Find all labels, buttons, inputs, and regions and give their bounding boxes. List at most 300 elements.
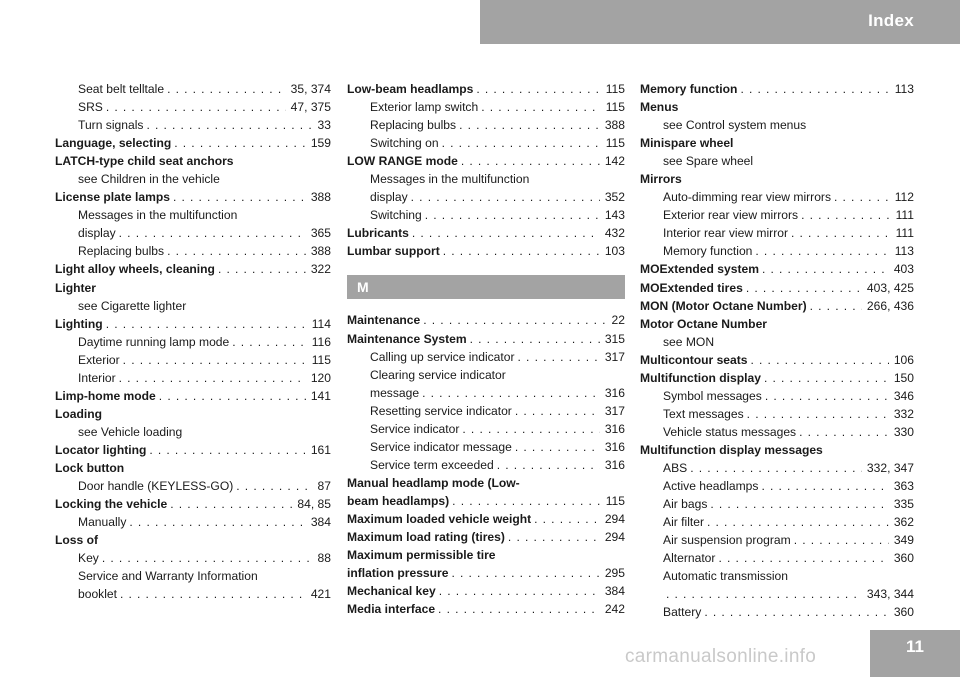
dot-leader [120,585,306,603]
dot-leader [764,369,889,387]
index-subentry[interactable] [640,585,914,603]
dot-leader [765,387,889,405]
index-entry[interactable] [347,80,625,98]
index-entry[interactable] [640,80,914,98]
entry-text: Minispare wheel [640,136,734,151]
index-entry [640,315,914,333]
dot-leader [439,582,600,600]
page-reference[interactable]: 332, 347 [866,460,914,475]
dot-leader [799,423,889,441]
dot-leader [534,510,600,528]
index-entry[interactable] [55,260,331,278]
dot-leader [106,315,307,333]
dot-leader [508,528,600,546]
page-reference[interactable]: 159 [310,136,331,151]
page-reference[interactable]: 115 [605,100,625,115]
page-reference[interactable]: 403, 425 [866,280,914,295]
index-subentry[interactable] [640,459,914,477]
entry-text: Multicontour seats [640,352,748,367]
entry-text: see Vehicle loading [78,424,183,439]
entry-text: Messages in the multifunction [78,208,238,223]
page-reference[interactable]: 322 [310,262,331,277]
entry-text: see Cigarette lighter [78,298,187,313]
page-reference[interactable]: 315 [604,331,625,346]
index-entry[interactable] [347,582,625,600]
dot-leader [794,531,889,549]
index-subentry [640,152,914,170]
index-subentry [640,333,914,351]
page-reference[interactable]: 87 [317,479,331,494]
index-subentry[interactable] [347,384,625,402]
dot-leader [218,260,306,278]
entry-text: Battery [663,605,702,620]
index-subentry[interactable] [347,348,625,366]
dot-leader [761,477,888,495]
index-subentry[interactable] [347,456,625,474]
page-reference[interactable]: 388 [310,244,331,259]
index-subentry[interactable] [640,549,914,567]
page-reference[interactable]: 103 [604,244,625,259]
entry-text: Maximum load rating (tires) [347,530,505,545]
entry-text: Maximum loaded vehicle weight [347,511,532,526]
entry-text: Maintenance System [347,331,467,346]
page-reference[interactable]: 384 [310,515,331,530]
index-entry[interactable] [347,600,625,618]
page-reference[interactable]: 432 [604,226,625,241]
dot-leader [462,420,599,438]
entry-text: Manual headlamp mode (Low- [347,475,520,490]
page-reference[interactable]: 114 [311,316,331,331]
dot-leader [718,549,888,567]
entry-text: Language, selecting [55,136,172,151]
index-subentry[interactable] [640,224,914,242]
index-entry[interactable] [347,330,625,348]
entry-text: License plate lamps [55,190,170,205]
page-reference[interactable]: 388 [310,190,331,205]
dot-leader [411,188,600,206]
entry-text: Service term exceeded [370,457,494,472]
index-subentry[interactable] [640,242,914,260]
page-reference[interactable]: 150 [893,370,914,385]
entry-text: Air suspension program [663,533,791,548]
page-reference[interactable]: 346 [893,388,914,403]
page-reference[interactable]: 106 [893,352,914,367]
entry-text: see Spare wheel [663,154,754,169]
entry-text: Calling up service indicator [370,349,515,364]
dot-leader [236,477,312,495]
index-entry[interactable] [347,152,625,170]
dot-leader [801,206,891,224]
dot-leader [762,260,889,278]
index-entry [640,98,914,116]
entry-text: Lighting [55,316,103,331]
entry-text: MON (Motor Octane Number) [640,298,807,313]
index-subentry[interactable] [640,477,914,495]
entry-text: see Children in the vehicle [78,172,220,187]
entry-text: ABS [663,460,688,475]
entry-text: Air bags [663,497,708,512]
entry-text: Manually [78,515,127,530]
entry-text: Replacing bulbs [78,244,165,259]
index-subentry[interactable] [55,116,331,134]
entry-text: Lumbar support [347,244,440,259]
dot-leader [119,224,306,242]
page-reference[interactable]: 316 [604,421,625,436]
dot-leader [170,495,292,513]
dot-leader [497,456,600,474]
dot-leader [129,513,305,531]
entry-text: Symbol messages [663,388,762,403]
index-entry[interactable] [55,387,331,405]
index-entry[interactable] [55,134,331,152]
entry-text: Mechanical key [347,584,436,599]
entry-text: Switching [370,208,422,223]
index-entry[interactable] [347,528,625,546]
entry-text: Alternator [663,551,716,566]
page-reference[interactable]: 403 [893,262,914,277]
page-reference[interactable]: 22 [611,313,625,328]
dot-leader [102,549,313,567]
page-reference[interactable]: 141 [310,388,331,403]
index-entry[interactable] [347,311,625,329]
index-entry [55,531,331,549]
index-subentry[interactable] [640,405,914,423]
entry-text: Messages in the multifunction [370,172,530,187]
dot-leader [751,351,889,369]
index-entry[interactable] [55,495,331,513]
entry-text: LOW RANGE mode [347,154,458,169]
dot-leader [452,492,601,510]
index-entry[interactable] [347,224,625,242]
index-subentry [347,366,625,384]
entry-text: LATCH-type child seat anchors [55,154,234,169]
entry-text: Replacing bulbs [370,118,457,133]
entry-text: Lubricants [347,226,409,241]
index-column-3 [640,80,914,621]
dot-leader [666,585,862,603]
index-subentry[interactable] [347,134,625,152]
index-entry[interactable] [640,279,914,297]
index-subentry[interactable] [640,387,914,405]
page-reference[interactable]: 120 [310,370,331,385]
index-subentry[interactable] [55,80,331,98]
page-reference[interactable]: 35, 374 [290,82,331,96]
page-reference[interactable]: 316 [604,439,625,454]
page-reference[interactable]: 116 [311,334,331,349]
dot-leader [443,242,600,260]
entry-text: Exterior lamp switch [370,100,479,115]
page-reference[interactable]: 113 [894,82,914,96]
entry-text: Mirrors [640,172,682,187]
index-subentry[interactable] [55,513,331,531]
entry-text: Service and Warranty Information [78,569,258,584]
index-subentry [347,170,625,188]
entry-text: SRS [78,100,103,115]
page-reference[interactable]: 266, 436 [866,298,914,313]
index-column-1 [55,80,331,603]
dot-leader [747,405,889,423]
dot-leader [438,600,600,618]
index-subentry[interactable] [347,402,625,420]
dot-leader [755,242,889,260]
entry-text: Multifunction display [640,370,761,385]
page-reference[interactable]: 343, 344 [866,587,914,602]
entry-text: Interior [78,370,116,385]
entry-text: Maintenance [347,313,421,328]
index-subentry[interactable] [55,224,331,242]
index-entry [640,170,914,188]
dot-leader [707,513,889,531]
page-reference[interactable]: 112 [894,190,914,205]
entry-text: booklet [78,587,117,602]
index-entry[interactable] [347,510,625,528]
page-reference[interactable]: 317 [604,403,625,418]
dot-leader [119,369,306,387]
dot-leader [461,152,600,170]
dot-leader [710,495,888,513]
watermark: carmanualsonline.info [625,646,817,667]
page-reference[interactable]: 317 [604,349,625,364]
entry-text: Light alloy wheels, cleaning [55,262,215,277]
page-reference[interactable]: 362 [893,515,914,530]
index-subentry[interactable] [347,420,625,438]
dot-leader [146,116,312,134]
index-subentry [55,297,331,315]
page-reference[interactable]: 330 [893,424,914,439]
page-reference[interactable]: 388 [604,118,625,133]
page-reference[interactable]: 294 [604,530,625,545]
index-subentry[interactable] [347,206,625,224]
entry-text: inflation pressure [347,566,449,581]
entry-text: Motor Octane Number [640,316,767,331]
dot-leader [515,402,600,420]
dot-leader [515,438,600,456]
index-entry[interactable] [347,564,625,582]
index-subentry[interactable] [640,513,914,531]
page-reference[interactable]: 365 [310,226,331,241]
entry-text: Turn signals [78,118,144,133]
index-entry[interactable] [640,351,914,369]
dot-leader [746,279,862,297]
entry-text: Lock button [55,460,125,475]
page-reference[interactable]: 84, 85 [297,497,331,512]
page-reference[interactable]: 142 [604,154,625,169]
index-entry [347,546,625,564]
dot-leader [173,188,306,206]
index-entry[interactable] [55,188,331,206]
entry-text: Loading [55,406,103,421]
dot-leader [476,80,600,98]
dot-leader [791,224,891,242]
index-subentry [55,423,331,441]
entry-text: Exterior rear view mirrors [663,208,799,223]
index-subentry[interactable] [55,549,331,567]
page-reference[interactable]: 88 [317,551,331,566]
index-subentry[interactable] [347,98,625,116]
entry-text: Air filter [663,515,704,530]
dot-leader [459,116,600,134]
index-subentry [55,206,331,224]
dot-leader [470,330,600,348]
page-reference[interactable]: 115 [311,352,331,367]
index-entry [347,474,625,492]
dot-leader [451,564,599,582]
dot-leader [481,98,601,116]
page-reference[interactable]: 360 [893,551,914,566]
dot-leader [442,134,601,152]
page-reference[interactable]: 335 [893,497,914,512]
index-subentry[interactable] [640,603,914,621]
page-reference[interactable]: 115 [605,82,625,96]
page-reference[interactable]: 316 [604,385,625,400]
entry-text: see Control system menus [663,118,807,133]
index-entry[interactable] [347,492,625,510]
dot-leader [159,387,306,405]
index-entry [55,459,331,477]
index-subentry[interactable] [640,206,914,224]
entry-text: Multifunction display messages [640,442,823,457]
page-reference[interactable]: 111 [895,226,914,241]
entry-text: Loss of [55,533,99,548]
index-subentry[interactable] [347,438,625,456]
dot-leader [167,242,306,260]
index-entry [640,134,914,152]
entry-text: Limp-home mode [55,388,156,403]
dot-leader [149,441,305,459]
dot-leader [425,206,600,224]
page-reference[interactable]: 111 [895,208,914,223]
entry-text: Maximum permissible tire [347,548,496,563]
index-subentry[interactable] [55,369,331,387]
page-reference[interactable]: 47, 375 [290,100,331,115]
index-subentry [55,567,331,585]
index-entry [640,441,914,459]
entry-text: beam headlamps) [347,493,450,508]
dot-leader [704,603,888,621]
page-reference[interactable]: 115 [605,493,625,508]
dot-leader [690,459,862,477]
page-reference[interactable]: 294 [604,511,625,526]
index-subentry[interactable] [640,188,914,206]
entry-text: Service indicator [370,421,460,436]
index-subentry[interactable] [347,188,625,206]
index-subentry[interactable] [55,585,331,603]
dot-leader [422,384,600,402]
page-number: 11 [906,637,924,656]
index-subentry[interactable] [55,98,331,116]
page-reference[interactable]: 143 [604,208,625,223]
index-entry[interactable] [55,441,331,459]
dot-leader [167,80,286,98]
page-reference[interactable]: 316 [604,457,625,472]
dot-leader [232,333,306,351]
entry-text: display [78,226,116,241]
index-entry[interactable] [640,369,914,387]
entry-text: Menus [640,100,679,115]
index-entry[interactable] [347,242,625,260]
index-subentry[interactable] [55,351,331,369]
index-subentry[interactable] [640,423,914,441]
index-subentry[interactable] [55,477,331,495]
index-subentry[interactable] [640,495,914,513]
index-subentry[interactable] [55,333,331,351]
entry-text: see MON [663,334,715,349]
page-reference[interactable]: 421 [310,587,331,602]
index-entry [55,279,331,297]
entry-text: Text messages [663,406,744,421]
page-number-box [870,630,960,677]
index-entry [55,152,331,170]
page-reference[interactable]: 33 [317,118,331,133]
entry-text: Automatic transmission [663,569,789,584]
dot-leader [412,224,600,242]
entry-text: Media interface [347,602,436,617]
page-reference[interactable]: 363 [893,479,914,494]
dot-leader [810,297,862,315]
page-title: Index [868,11,914,30]
index-subentry [640,567,914,585]
dot-leader [106,98,286,116]
dot-leader [834,188,890,206]
page-reference[interactable]: 384 [604,584,625,599]
page-reference[interactable]: 161 [310,442,331,457]
entry-text: Daytime running lamp mode [78,334,230,349]
entry-text: Door handle (KEYLESS-GO) [78,479,234,494]
entry-text: Resetting service indicator [370,403,512,418]
index-subentry[interactable] [640,531,914,549]
entry-text: Vehicle status messages [663,424,797,439]
page-reference[interactable]: 332 [893,406,914,421]
index-column-2 [347,80,625,618]
index-section-header: M [347,275,625,299]
entry-text: Auto-dimming rear view mirrors [663,190,832,205]
entry-text: Active headlamps [663,479,759,494]
page-reference[interactable]: 242 [604,602,625,617]
dot-leader [174,134,306,152]
entry-text: Lighter [55,280,96,295]
index-subentry[interactable] [347,116,625,134]
page-reference[interactable]: 349 [893,533,914,548]
index-entry[interactable] [55,315,331,333]
entry-text: display [370,190,408,205]
index-entry[interactable] [640,297,914,315]
entry-text: MOExtended tires [640,280,743,295]
entry-text: Switching on [370,136,439,151]
index-entry[interactable] [640,260,914,278]
entry-text: Seat belt telltale [78,82,165,96]
entry-text: Locking the vehicle [55,497,168,512]
entry-text: Clearing service indicator [370,367,506,382]
entry-text: Key [78,551,99,566]
page-reference[interactable]: 115 [605,136,625,151]
entry-text: message [370,385,420,400]
page-reference[interactable]: 360 [893,605,914,620]
dot-leader [518,348,600,366]
entry-text: MOExtended system [640,262,759,277]
entry-text: Service indicator message [370,439,512,454]
entry-text: Memory function [663,244,753,259]
page-reference[interactable]: 352 [604,190,625,205]
entry-text: Interior rear view mirror [663,226,788,241]
index-subentry[interactable] [55,242,331,260]
page-reference[interactable]: 113 [894,244,914,259]
dot-leader [123,351,307,369]
index-subentry [55,170,331,188]
entry-text: Low-beam headlamps [347,82,474,96]
header-bar [480,0,960,44]
page-reference[interactable]: 295 [604,566,625,581]
dot-leader [740,80,889,98]
